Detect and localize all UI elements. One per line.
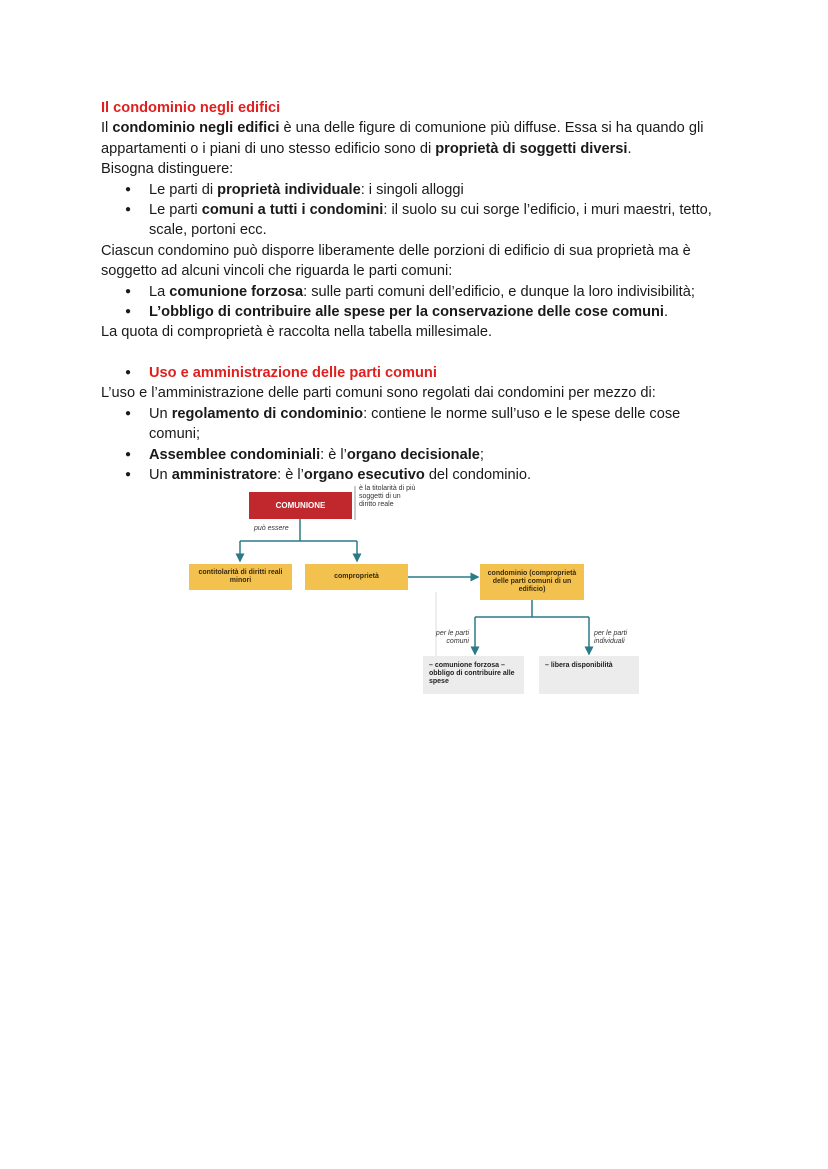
bold-term: comunione forzosa [169, 283, 304, 300]
bold-term: regolamento di condominio [171, 405, 364, 422]
text-span: Le parti [149, 202, 202, 219]
text-span: . [663, 304, 669, 321]
text-span: : è l’ [277, 466, 304, 483]
text-span: : i singoli alloggi [360, 181, 464, 198]
text-span: Le parti di [149, 181, 218, 198]
box-obblighi-comuni: – comunione forzosa – obbligo di contribuire alle spese [423, 656, 524, 694]
section-title: Il condominio negli edifici [101, 100, 281, 116]
text-span: ; [479, 446, 484, 463]
bold-term: organo esecutivo [303, 466, 425, 483]
bold-term: comuni a tutti i condomini [201, 202, 384, 219]
label-puo-essere: può essere [254, 525, 289, 532]
text-span: . [627, 140, 632, 157]
text-span: Un [149, 466, 172, 483]
text-span: : il suolo su cui sorge l’edificio, i muri maestri, tetto, scale, portoni ecc. [149, 202, 712, 239]
text-span: Il [101, 120, 113, 137]
box-comproprieta: comproprietà [305, 564, 408, 590]
distinguish-paragraph: Bisogna distinguere: [101, 161, 234, 178]
text-span: : è l’ [320, 446, 347, 463]
text-span: è una delle figure di comunione più diffuse. Essa si ha quando gli appartamenti o i piani di uno stesso edificio sono di [101, 120, 704, 157]
usage-paragraph: L’uso e l’amministrazione delle parti comuni sono regolati dai condomini per mezzo di: [101, 385, 656, 402]
box-libera-disponibilita: – libera disponibilità [539, 656, 639, 694]
bold-term: Assemblee condominiali [149, 446, 321, 463]
bold-term: organo decisionale [346, 446, 480, 463]
text-span: : contiene le norme sull’uso e le spese delle cose comuni; [149, 405, 681, 443]
note-titolarita: è la titolarità di più soggetti di un diritto reale [359, 485, 416, 508]
label-parti-individuali: per le parti individuali [594, 630, 628, 645]
box-condominio: condominio (comproprietà delle parti comuni di un edificio) [480, 564, 584, 600]
millesimal-paragraph: La quota di comproprietà è raccolta nella tabella millesimale. [101, 324, 492, 341]
label-parti-comuni: per le parti comuni [435, 630, 469, 645]
bold-term: condominio negli edifici [112, 120, 280, 137]
box-contitolarita: contitolarità di diritti reali minori [189, 564, 292, 590]
text-span: Un [149, 405, 172, 422]
bold-term: L’obbligo di contribuire alle spese per la conservazione delle cose comuni [149, 304, 664, 321]
constraints-paragraph: Ciascun condomino può disporre liberamente delle porzioni di edificio di sua proprietà ma è soggetto ad alcuni vincoli che riguarda le parti comuni: [101, 242, 691, 280]
bold-term: amministratore [171, 466, 278, 483]
bold-term: proprietà di soggetti diversi [435, 140, 628, 157]
box-comunione: COMUNIONE [249, 492, 352, 519]
bold-term: proprietà individuale [217, 181, 361, 198]
section-subtitle: Uso e amministrazione delle parti comuni [149, 364, 437, 381]
text-span: del condominio. [424, 466, 532, 483]
text-span: : sulle parti comuni dell’edificio, e dunque la loro indivisibilità; [303, 283, 695, 300]
text-span: La [149, 283, 170, 300]
